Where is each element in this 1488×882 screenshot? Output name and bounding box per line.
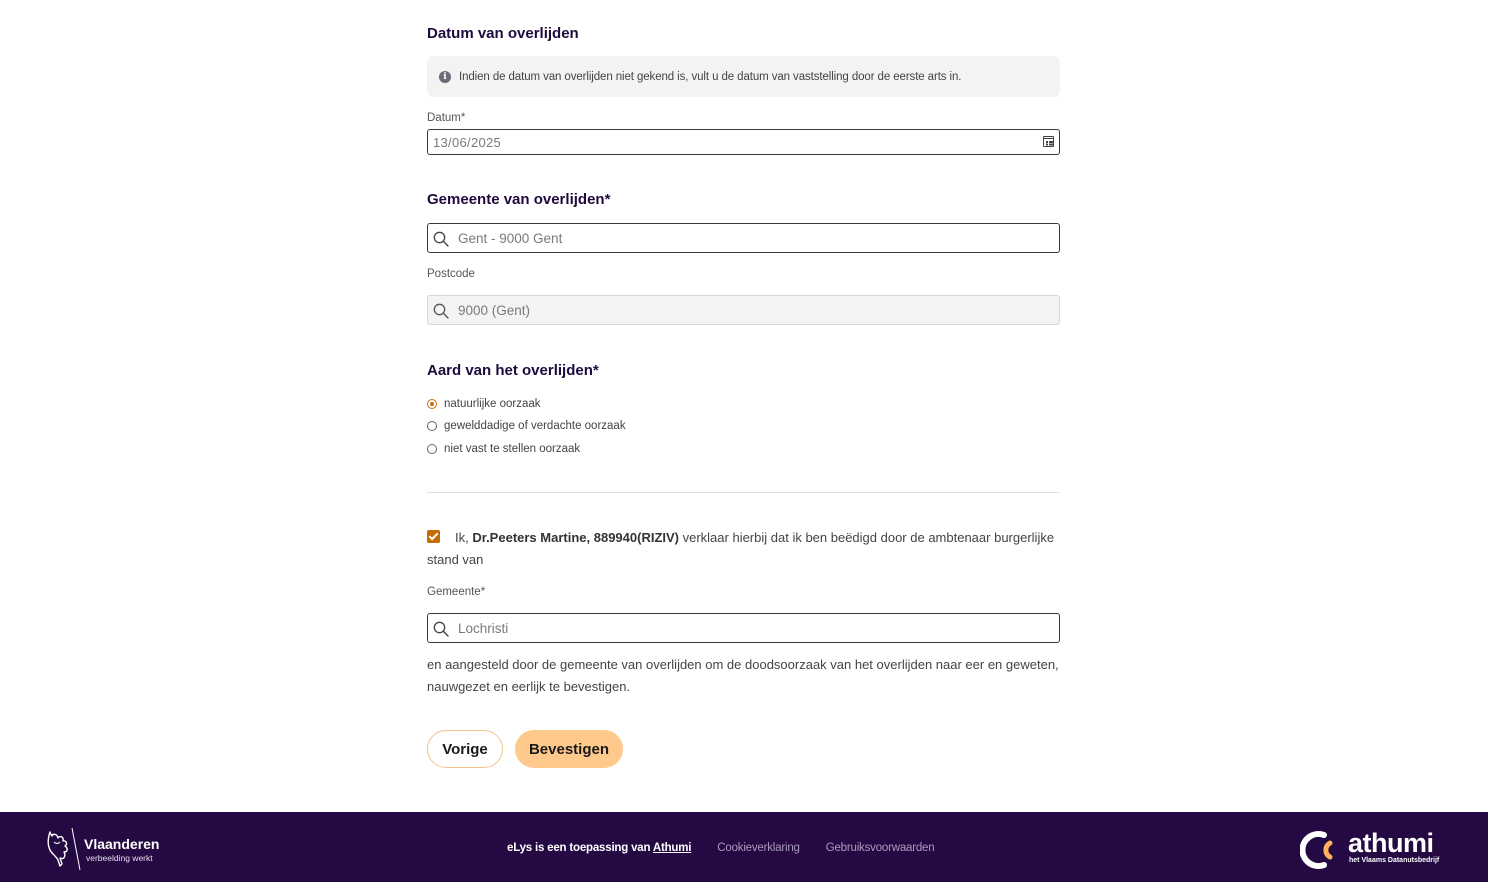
search-icon <box>433 303 449 319</box>
declaration-text <box>427 527 1060 571</box>
vlaanderen-lion-icon <box>44 826 84 870</box>
radio-label: gewelddadige of verdachte oorzaak <box>444 420 626 432</box>
vlaanderen-name: Vlaanderen <box>84 836 160 852</box>
confirm-button[interactable]: Bevestigen <box>515 730 623 768</box>
vlaanderen-logo[interactable] <box>44 826 174 870</box>
doctor-name: Dr.Peeters Martine, 889940(RIZIV) <box>472 530 679 545</box>
terms-link[interactable]: Gebruiksvoorwaarden <box>825 842 935 854</box>
info-text: Indien de datum van overlijden niet gekend is, vult u de datum van vaststelling door de eerste arts in. <box>459 70 962 83</box>
radio-niet-vast-te-stellen[interactable] <box>427 443 580 455</box>
postcode-label: Postcode <box>427 268 475 280</box>
declaration-gemeente-input[interactable] <box>427 613 1060 643</box>
datum-section-title: Datum van overlijden <box>427 25 579 42</box>
radio-label: niet vast te stellen oorzaak <box>444 443 581 455</box>
athumi-mark-icon <box>1300 830 1340 870</box>
vlaanderen-tagline: verbeelding werkt <box>86 853 153 863</box>
gemeente-search-input[interactable] <box>427 223 1060 253</box>
declaration-gemeente-value: Lochristi <box>458 620 509 636</box>
declaration-gemeente-label: Gemeente* <box>427 586 486 598</box>
radio-natuurlijke-oorzaak[interactable] <box>427 398 541 410</box>
radio-button[interactable] <box>427 444 437 454</box>
postcode-value: 9000 (Gent) <box>458 302 531 318</box>
search-icon <box>433 231 449 247</box>
date-value: 13/06/2025 <box>433 134 502 150</box>
search-icon <box>433 621 449 637</box>
postcode-input <box>427 295 1060 325</box>
info-icon: i <box>439 71 451 83</box>
date-label: Datum* <box>427 112 466 124</box>
radio-label: natuurlijke oorzaak <box>444 398 541 410</box>
divider <box>427 492 1060 493</box>
footer <box>0 812 1488 882</box>
gemeente-section-title: Gemeente van overlijden* <box>427 191 611 208</box>
info-box <box>427 56 1060 97</box>
radio-button[interactable] <box>427 421 437 431</box>
date-input[interactable] <box>427 129 1060 155</box>
radio-gewelddadige-oorzaak[interactable] <box>427 420 626 432</box>
closing-text: en aangesteld door de gemeente van overlijden om de doodsoorzaak van het overlijden naar eer en geweten, nauwgezet en eerlijk te bevestigen. <box>427 657 1059 694</box>
gemeente-value: Gent - 9000 Gent <box>458 230 563 246</box>
athumi-logo[interactable] <box>1300 828 1450 870</box>
declaration-prefix: Ik, <box>455 530 473 545</box>
back-button[interactable]: Vorige <box>427 730 503 768</box>
footer-links <box>507 842 934 854</box>
app-attribution <box>507 842 691 854</box>
athumi-name: athumi <box>1348 828 1434 858</box>
athumi-link[interactable]: Athumi <box>652 842 692 854</box>
declaration-suffix: verklaar hierbij dat ik ben beëdigd door de ambtenaar burgerlijke stand van <box>427 530 1055 567</box>
aard-section-title: Aard van het overlijden* <box>427 362 599 379</box>
radio-button[interactable] <box>427 399 437 409</box>
calendar-icon[interactable] <box>1043 136 1054 147</box>
athumi-tagline: het Vlaams Datanutsbedrijf <box>1349 857 1440 864</box>
cookie-link[interactable]: Cookieverklaring <box>717 842 800 854</box>
app-attribution-text: eLys is een toepassing van <box>507 842 653 854</box>
